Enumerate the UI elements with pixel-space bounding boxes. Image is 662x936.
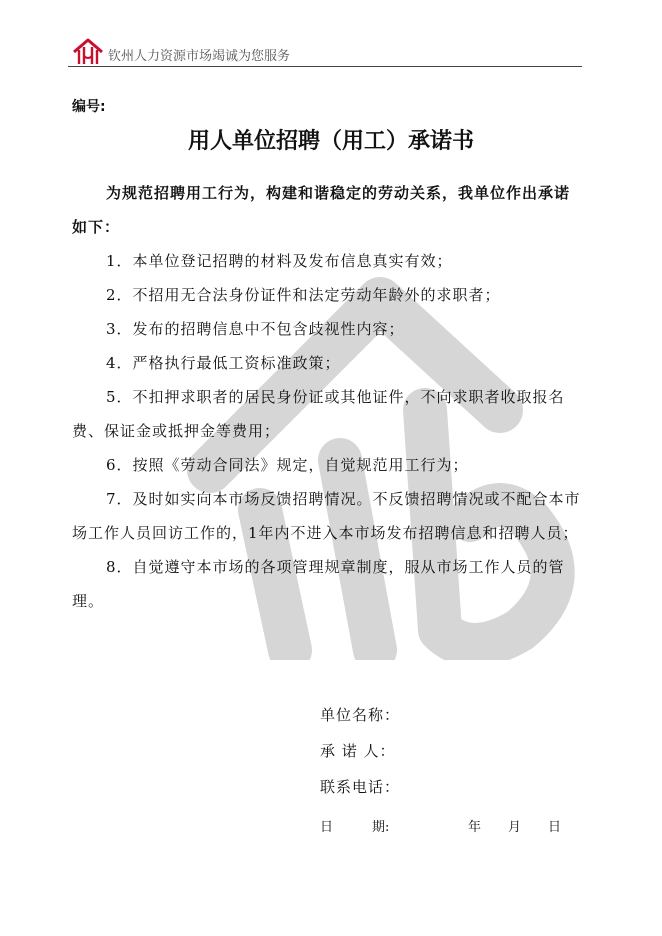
unit-name-label: 单位名称： [320, 706, 401, 724]
header-slogan: 钦州人力资源市场竭诚为您服务 [108, 49, 291, 64]
date-label-char-1: 日 [320, 820, 334, 835]
list-item: 6．按照《劳动合同法》规定，自觉规范用工行为； [106, 456, 469, 474]
month-label: 月 [508, 820, 522, 835]
intro-paragraph: 为规范招聘用工行为，构建和谐稳定的劳动关系，我单位作出承诺如下： [72, 184, 571, 236]
list-item: 4．严格执行最低工资标准政策； [106, 354, 341, 372]
commitment-list [72, 244, 584, 618]
year-label: 年 [468, 820, 482, 835]
promisor-label: 承 诺 人： [320, 742, 396, 760]
list-item: 2．不招用无合法身份证件和法定劳动年龄外的求职者； [106, 286, 501, 304]
date-label-char-2: 期: [372, 820, 390, 835]
list-item: 7．及时如实向本市场反馈招聘情况。不反馈招聘情况或不配合本市场工作人员回访工作的，1年内不进入本市场发布招聘信息和招聘人员； [72, 490, 581, 542]
list-item: 1．本单位登记招聘的材料及发布信息真实有效； [106, 252, 453, 270]
document-number-label: 编号: [72, 99, 106, 115]
list-item: 8．自觉遵守本市场的各项管理规章制度，服从市场工作人员的管理。 [72, 558, 565, 610]
page-title: 用人单位招聘（用工）承诺书 [187, 129, 474, 154]
phone-label: 联系电话： [320, 778, 401, 796]
day-label: 日 [548, 820, 562, 835]
header-divider [68, 66, 582, 67]
list-item: 3．发布的招聘信息中不包含歧视性内容； [106, 320, 405, 338]
company-logo-icon [72, 38, 104, 66]
list-item: 5．不扣押求职者的居民身份证或其他证件，不向求职者收取报名费、保证金或抵押金等费用； [72, 388, 565, 440]
